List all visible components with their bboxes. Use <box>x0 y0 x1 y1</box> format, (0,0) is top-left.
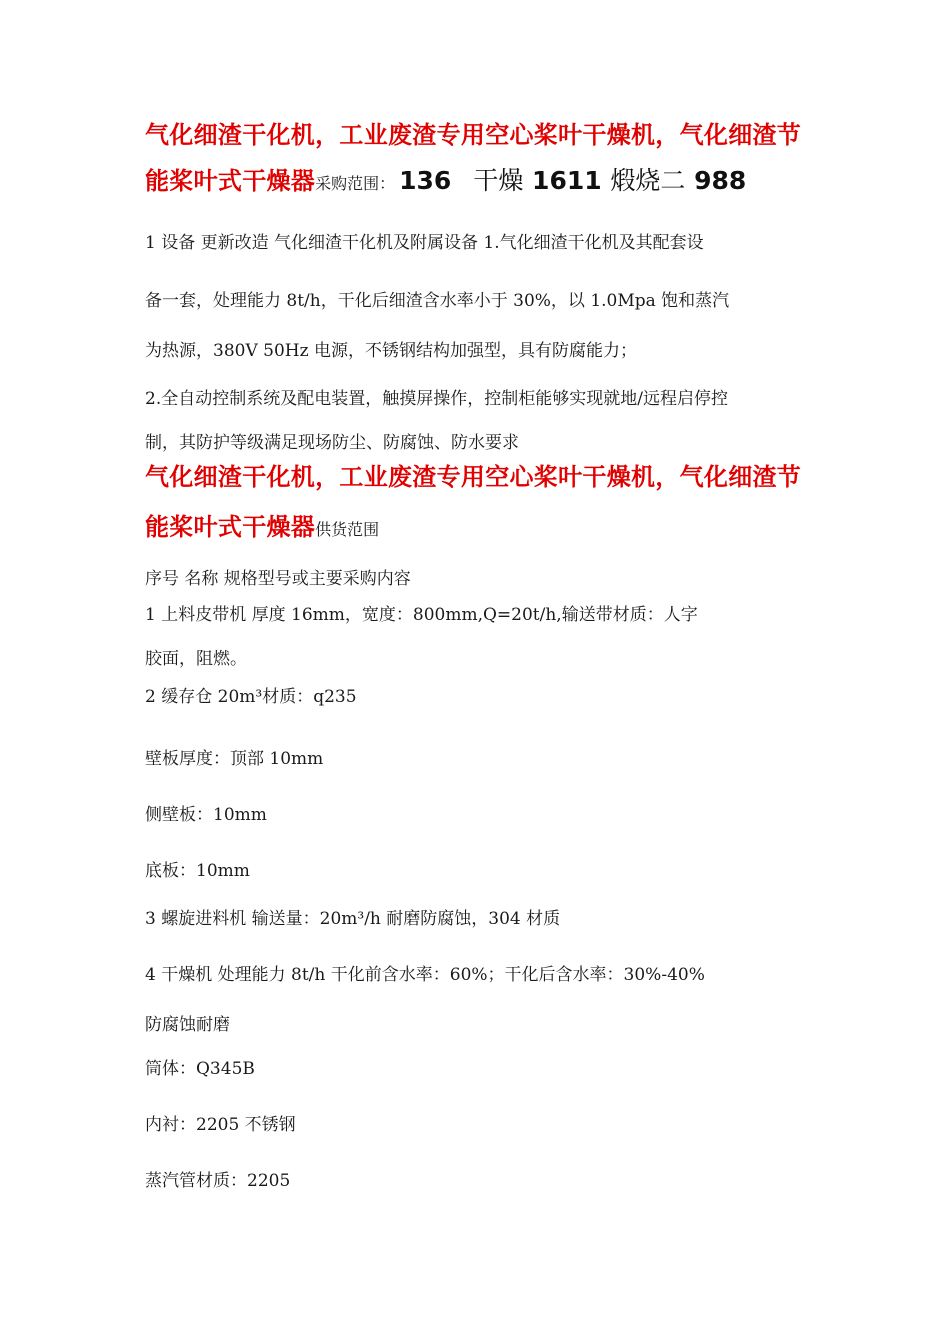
contact-part1: 136 <box>399 166 452 195</box>
procurement-line3: 为热源，380V 50Hz 电源，不锈钢结构加强型，具有防腐能力； <box>145 341 637 361</box>
supply-item2-line3: 侧壁板：10mm <box>145 805 267 825</box>
procurement-line2: 备一套，处理能力 8t/h，干化后细渣含水率小于 30%，以 1.0Mpa 饱和蒸汽 <box>145 291 730 311</box>
supply-item4-line4: 内衬：2205 不锈钢 <box>145 1115 296 1135</box>
supply-item2-line4: 底板：10mm <box>145 861 250 881</box>
section1-title-line2-row <box>145 166 747 195</box>
procurement-line4: 2.全自动控制系统及配电装置，触摸屏操作，控制柜能够实现就地/远程启停控 <box>145 389 728 409</box>
supply-item2-line1: 2 缓存仓 20m³材质：q235 <box>145 687 357 707</box>
supply-item3-line1: 3 螺旋进料机 输送量：20m³/h 耐磨防腐蚀，304 材质 <box>145 909 561 929</box>
supply-item4-line1: 4 干燥机 处理能力 8t/h 干化前含水率：60%；干化后含水率：30%-40% <box>145 965 705 985</box>
section2-title-line2-row <box>145 513 380 541</box>
contact-part5: 988 <box>694 166 747 195</box>
supply-item1-line2: 胶面，阻燃。 <box>145 649 247 669</box>
supply-item4-line5: 蒸汽管材质：2205 <box>145 1171 291 1191</box>
supply-item2-line2: 壁板厚度：顶部 10mm <box>145 749 324 769</box>
procurement-line5: 制，其防护等级满足现场防尘、防腐蚀、防水要求 <box>145 433 519 453</box>
section2-title-line1: 气化细渣干化机，工业废渣专用空心桨叶干燥机，气化细渣节 <box>145 463 802 491</box>
contact-part2: 干燥 <box>473 166 524 195</box>
supply-item4-line2: 防腐蚀耐磨 <box>145 1015 230 1035</box>
section1-title-line2: 能桨叶式干燥器 <box>145 167 316 195</box>
contact-number <box>399 166 746 195</box>
section1-title-line1: 气化细渣干化机，工业废渣专用空心桨叶干燥机，气化细渣节 <box>145 121 802 149</box>
supply-item4-line3: 筒体：Q345B <box>145 1059 255 1079</box>
section2-title-line2: 能桨叶式干燥器 <box>145 513 316 541</box>
procurement-line1: 1 设备 更新改造 气化细渣干化机及附属设备 1.气化细渣干化机及其配套设 <box>145 233 704 253</box>
supply-item1-line1: 1 上料皮带机 厚度 16mm，宽度：800mm,Q=20t/h,输送带材质：人字 <box>145 605 698 625</box>
supply-header: 序号 名称 规格型号或主要采购内容 <box>145 569 411 589</box>
section2-title-suffix: 供货范围 <box>315 520 380 539</box>
contact-part3: 1611 <box>532 166 602 195</box>
section1-title-suffix: 采购范围： <box>315 174 396 193</box>
contact-part4: 煅烧二 <box>610 166 686 195</box>
